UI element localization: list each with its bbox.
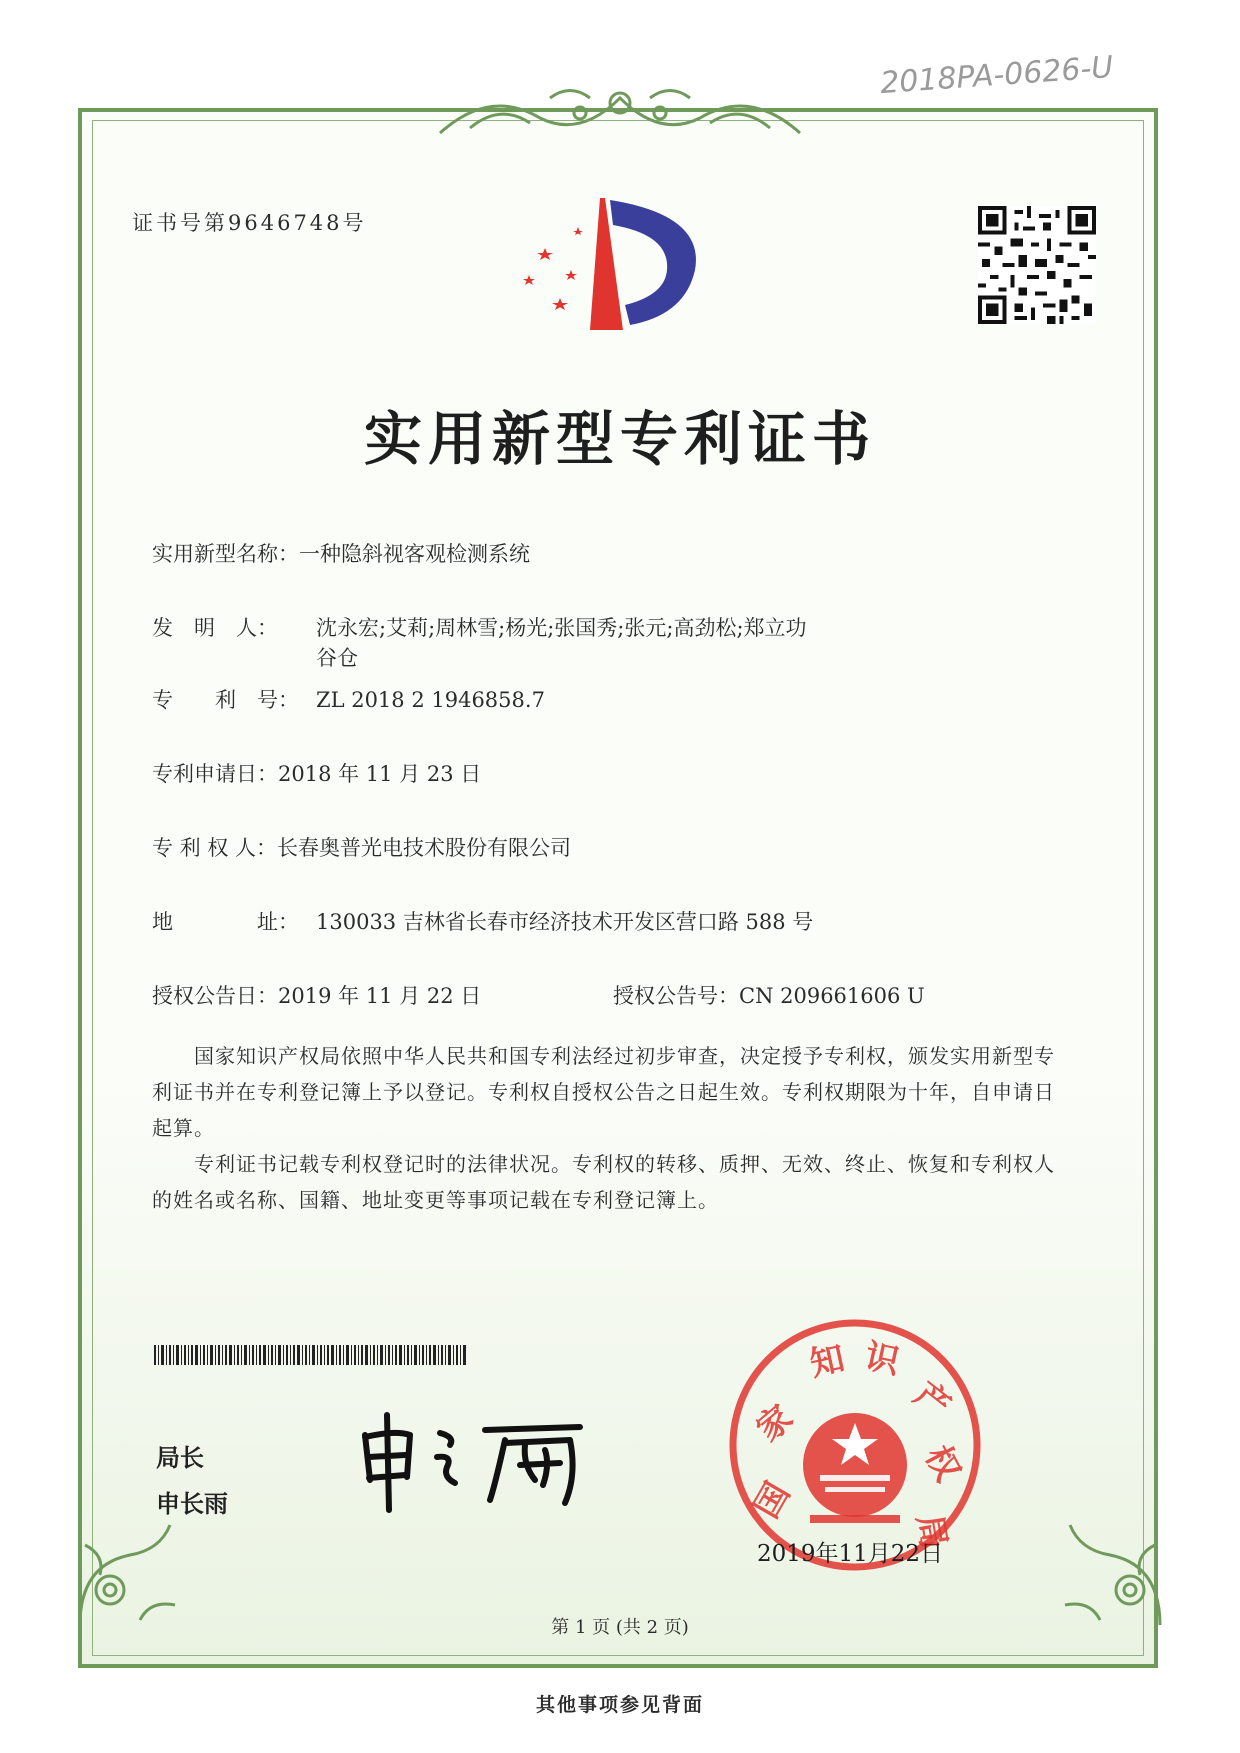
grant-date-value: 2019 年 11 月 22 日 (278, 984, 482, 1008)
inventor-value-line2: 谷仓 (316, 646, 358, 670)
svg-text:识: 识 (861, 1336, 903, 1383)
field-grant-date (152, 982, 481, 1010)
svg-text:国: 国 (746, 1475, 799, 1526)
svg-text:权: 权 (916, 1439, 969, 1489)
patent-no-value: ZL 2018 2 1946858.7 (316, 688, 545, 712)
grant-no-value: CN 209661606 U (739, 984, 925, 1008)
field-grant-no (613, 982, 925, 1010)
filing-date-value: 2018 年 11 月 23 日 (278, 762, 482, 786)
certificate-number: 证书号第9646748号 (132, 211, 367, 235)
top-ornament (430, 78, 810, 148)
inventor-value-line1: 沈永宏;艾莉;周林雪;杨光;张国秀;张元;高劲松;郑立功 (316, 616, 807, 640)
page-number: 第 1 页 (共 2 页) (551, 1617, 689, 1638)
director-signature (355, 1405, 615, 1515)
utility-name-label: 实用新型名称： (152, 542, 299, 566)
handwritten-reference: 2018PA-0626-U (879, 49, 1115, 102)
field-inventor (152, 614, 807, 642)
qr-code (978, 206, 1096, 324)
field-utility-name (152, 540, 530, 568)
certificate-title: 实用新型专利证书 (363, 405, 876, 473)
svg-text:知: 知 (806, 1338, 849, 1385)
field-patent-no (152, 686, 545, 714)
field-patentee (152, 834, 571, 862)
svg-text:家: 家 (748, 1397, 801, 1450)
inventor-label: 发 明 人： (152, 616, 278, 640)
field-address (152, 908, 813, 936)
filing-date-label: 专利申请日： (152, 762, 278, 786)
footer-note: 其他事项参见背面 (535, 1694, 704, 1716)
grant-no-label: 授权公告号： (613, 984, 739, 1008)
body-paragraph-2: 专利证书记载专利权登记时的法律状况。专利权的转移、质押、无效、终止、恢复和专利权人的姓名或名称、国籍、地址变更等事项记载在专利登记簿上。 (152, 1152, 1055, 1212)
svg-text:局: 局 (908, 1511, 954, 1553)
utility-name-value: 一种隐斜视客观检测系统 (299, 542, 530, 566)
barcode (154, 1345, 466, 1365)
director-name: 申长雨 (156, 1490, 228, 1518)
director-title: 局长 (156, 1444, 204, 1472)
patentee-label: 专 利 权 人： (152, 836, 278, 860)
address-label: 地 址： (152, 910, 299, 934)
certificate-inner-frame (92, 120, 1144, 1656)
patent-office-logo (505, 190, 735, 340)
patentee-value: 长春奥普光电技术股份有限公司 (277, 836, 572, 860)
patent-no-label: 专 利 号： (152, 688, 299, 712)
seal-date: 2019年11月22日 (757, 1541, 944, 1567)
body-paragraph-1: 国家知识产权局依照中华人民共和国专利法经过初步审查，决定授予专利权，颁发实用新型专利证书并在专利登记簿上予以登记。专利权自授权公告之日起生效。专利权期限为十年，自申请日起算。 (152, 1044, 1055, 1140)
grant-date-label: 授权公告日： (152, 984, 278, 1008)
svg-text:产: 产 (906, 1374, 958, 1427)
field-filing-date (152, 760, 481, 788)
address-value: 130033 吉林省长春市经济技术开发区营口路 588 号 (316, 910, 814, 934)
